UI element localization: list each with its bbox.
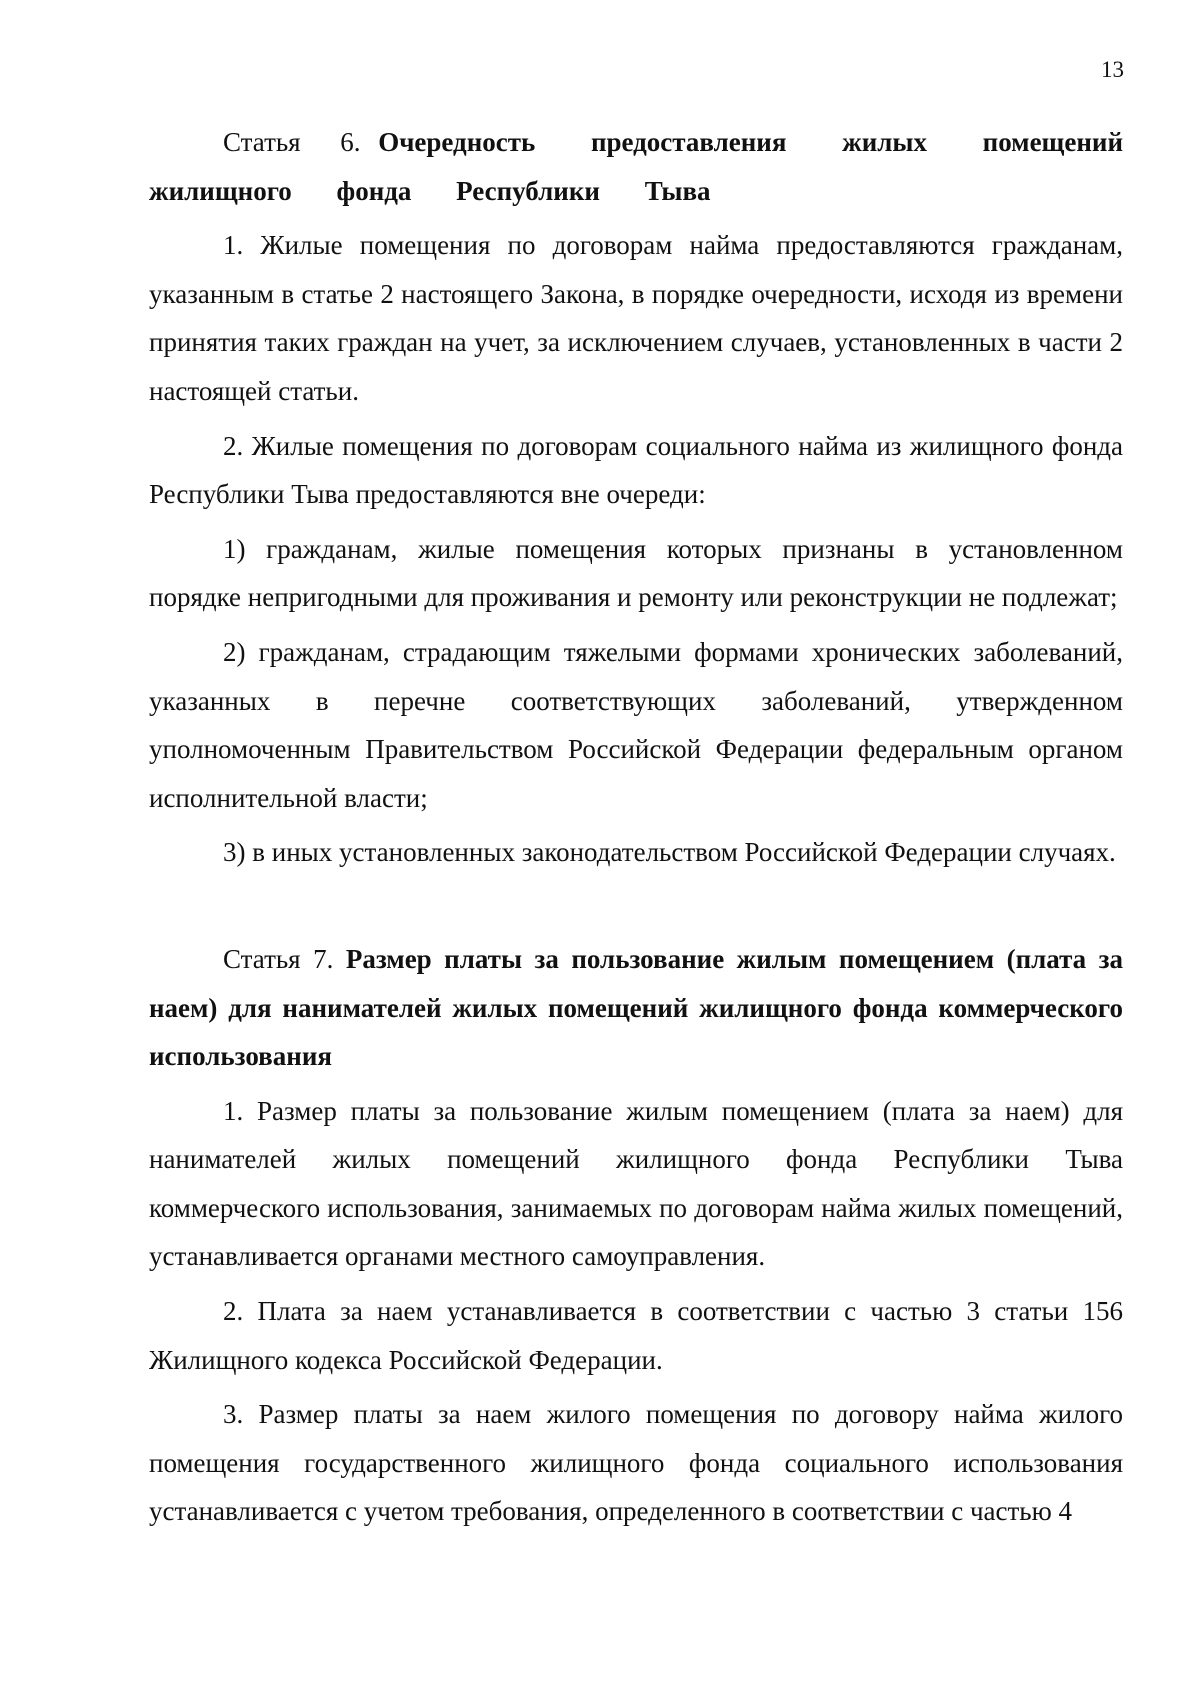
article-7-heading	[149, 935, 1123, 1081]
page-number: 13	[1101, 57, 1124, 82]
article-6-heading	[149, 118, 1123, 215]
article-7-prefix: Статья 7.	[223, 943, 334, 974]
article-6-title: Очередность предоставления жилых помещений жилищного фонда Республики Тыва	[149, 127, 1124, 206]
article-7-paragraph-1: 1. Размер платы за пользование жилым помещением (плата за наем) для нанимателей жилых помещений жилищного фонда Республики Тыва коммерческого использования, занимаемых по договорам найма жилых помещений, устанавливается органами местного самоуправления.	[149, 1095, 1123, 1272]
article-7-paragraph-3: 3. Размер платы за наем жилого помещения по договору найма жилого помещения государственного жилищного фонда социального использования устанавливается с учетом требования, определенного в соответствии с частью 4	[149, 1399, 1123, 1527]
article-7-title: Размер платы за пользование жилым помещением (плата за наем) для нанимателей жилых помещений жилищного фонда коммерческого использования	[149, 943, 1123, 1072]
document-body	[149, 118, 1123, 1536]
article-6-paragraph-2-item-3: 3) в иных установленных законодательством Российской Федерации случаях.	[223, 837, 1116, 868]
article-6-paragraph-2-item-2: 2) гражданам, страдающим тяжелыми формами хронических заболеваний, указанных в перечне соответствующих заболеваний, утвержденном уполномоченным Правительством Российской Федерации федеральным органом исполнительной власти;	[149, 636, 1123, 813]
article-7-paragraph-2: 2. Плата за наем устанавливается в соответствии с частью 3 статьи 156 Жилищного кодекса Российской Федерации.	[149, 1296, 1123, 1375]
article-6-paragraph-2-item-1: 1) гражданам, жилые помещения которых признаны в установленном порядке непригодными для проживания и ремонту или реконструкции не подлежат;	[149, 533, 1123, 613]
article-6-paragraph-1: 1. Жилые помещения по договорам найма предоставляются гражданам, указанным в статье 2 настоящего Закона, в порядке очередности, исходя из времени принятия таких граждан на учет, за исключением случаев, установленных в части 2 настоящей статьи.	[149, 230, 1123, 406]
article-6-paragraph-2: 2. Жилые помещения по договорам социального найма из жилищного фонда Республики Тыва предоставляются вне очереди:	[149, 430, 1123, 510]
article-6-prefix: Статья 6.	[223, 127, 361, 157]
